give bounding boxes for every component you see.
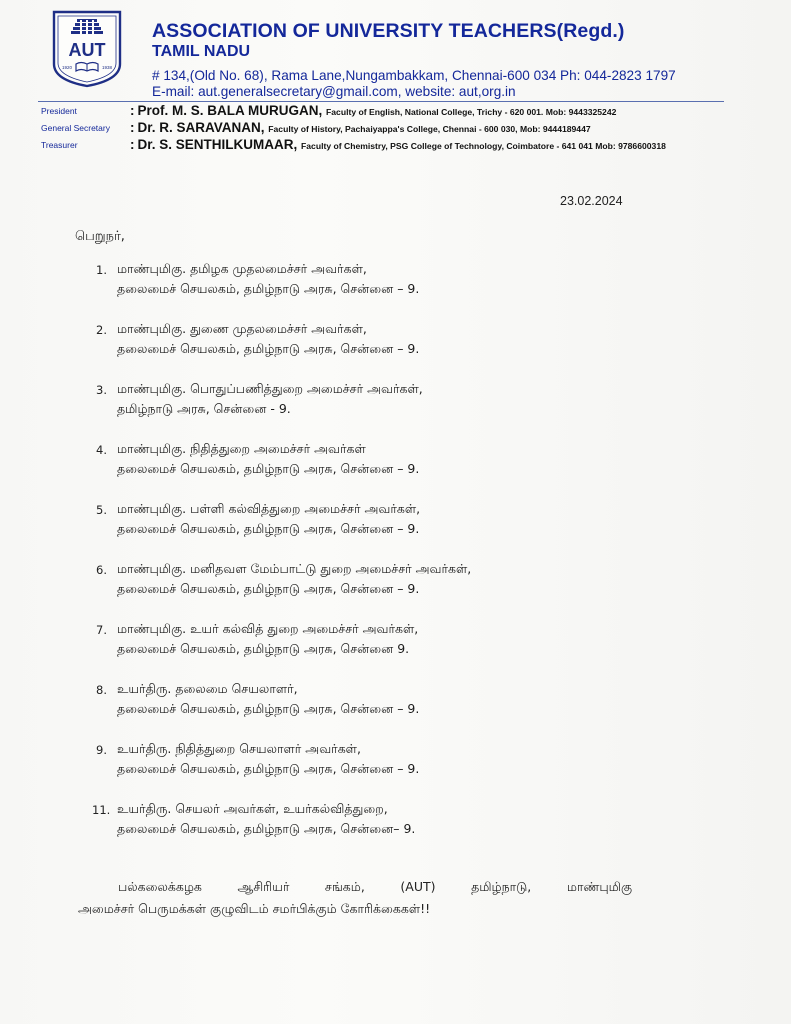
list-item xyxy=(92,801,736,861)
recipient-address: தலைமைச் செயலகம், தமிழ்நாடு அரசு, சென்னை 9. xyxy=(117,641,410,656)
salutation: பெறுநர், xyxy=(75,229,125,244)
list-item xyxy=(96,381,736,441)
officer-role: President xyxy=(41,106,77,116)
seal-year-left: 1920 xyxy=(61,65,73,70)
officer-name-line: : Dr. S. SENTHILKUMAAR, Faculty of Chemistry, PSG College of Technology, Coimbatore - 641 041 Mob: 9786600318 xyxy=(130,137,666,152)
list-item-number: 4. xyxy=(96,443,107,457)
recipient-title: மாண்புமிகு. மனிதவள மேம்பாட்டு துறை அமைச்சர் அவர்கள், xyxy=(117,561,472,576)
recipient-address: தலைமைச் செயலகம், தமிழ்நாடு அரசு, சென்னை – 9. xyxy=(117,521,420,536)
officers-list xyxy=(38,103,738,154)
recipient-address: தலைமைச் செயலகம், தமிழ்நாடு அரசு, சென்னை– 9. xyxy=(117,821,416,836)
list-item-number: 11. xyxy=(92,803,111,817)
officer-detail: Faculty of Chemistry, PSG College of Technology, Coimbatore - 641 041 Mob: 9786600318 xyxy=(301,141,666,151)
seal-emblem-icon xyxy=(50,8,124,88)
list-item xyxy=(96,681,736,741)
letter-date: 23.02.2024 xyxy=(560,194,623,208)
officer-row xyxy=(38,103,738,120)
list-item xyxy=(96,501,736,561)
recipient-title: மாண்புமிகு. உயர் கல்வித் துறை அமைச்சர் அவர்கள், xyxy=(117,621,419,636)
recipient-address: தலைமைச் செயலகம், தமிழ்நாடு அரசு, சென்னை – 9. xyxy=(117,461,420,476)
officer-name-line: : Prof. M. S. BALA MURUGAN, Faculty of English, National College, Trichy - 620 001. Mob: 9443325242 xyxy=(130,103,617,118)
list-item xyxy=(96,621,736,681)
list-item xyxy=(96,561,736,621)
closing-paragraph xyxy=(78,876,632,920)
organization-contact: E-mail: aut.generalsecretary@gmail.com, website: aut,org.in xyxy=(152,84,516,99)
officer-name-line: : Dr. R. SARAVANAN, Faculty of History, Pachaiyappa's College, Chennai - 600 030, Mob: 9444189447 xyxy=(130,120,591,135)
recipient-address: தலைமைச் செயலகம், தமிழ்நாடு அரசு, சென்னை – 9. xyxy=(117,701,420,716)
list-item xyxy=(96,261,736,321)
officer-role: General Secretary xyxy=(41,123,110,133)
recipient-title: மாண்புமிகு. தமிழக முதலமைச்சர் அவர்கள், xyxy=(117,261,367,276)
officer-name: Dr. S. SENTHILKUMAAR, xyxy=(137,137,298,152)
officer-detail: Faculty of History, Pachaiyappa's College, Chennai - 600 030, Mob: 9444189447 xyxy=(268,124,591,134)
list-item-number: 7. xyxy=(96,623,107,637)
recipient-address: தலைமைச் செயலகம், தமிழ்நாடு அரசு, சென்னை – 9. xyxy=(117,581,420,596)
officer-row xyxy=(38,137,738,154)
recipient-title: மாண்புமிகு. நிதித்துறை அமைச்சர் அவர்கள் xyxy=(117,441,366,456)
recipient-title: மாண்புமிகு. பள்ளி கல்வித்துறை அமைச்சர் அவர்கள், xyxy=(117,501,421,516)
officer-name: Prof. M. S. BALA MURUGAN, xyxy=(137,103,323,118)
recipient-title: உயர்திரு. செயலர் அவர்கள், உயர்கல்வித்துறை, xyxy=(117,801,388,816)
list-item xyxy=(96,441,736,501)
seal-logo-text: AUT xyxy=(68,40,106,60)
officer-name: Dr. R. SARAVANAN, xyxy=(137,120,265,135)
aut-seal-logo xyxy=(50,8,124,88)
recipient-title: உயர்திரு. நிதித்துறை செயலாளர் அவர்கள், xyxy=(117,741,361,756)
recipient-address: தமிழ்நாடு அரசு, சென்னை - 9. xyxy=(117,401,291,416)
recipient-list xyxy=(92,261,736,861)
officer-role: Treasurer xyxy=(41,140,78,150)
list-item-number: 1. xyxy=(96,263,107,277)
recipient-title: மாண்புமிகு. துணை முதலமைச்சர் அவர்கள், xyxy=(117,321,367,336)
list-item xyxy=(96,321,736,381)
seal-year-right: 1938 xyxy=(101,65,113,70)
organization-address: # 134,(Old No. 68), Rama Lane,Nungambakkam, Chennai-600 034 Ph: 044-2823 1797 xyxy=(152,68,676,83)
list-item-number: 8. xyxy=(96,683,107,697)
list-item-number: 3. xyxy=(96,383,107,397)
list-item xyxy=(96,741,736,801)
list-item-number: 9. xyxy=(96,743,107,757)
organization-name: ASSOCIATION OF UNIVERSITY TEACHERS(Regd.) xyxy=(152,20,625,42)
organization-state: TAMIL NADU xyxy=(152,43,251,60)
recipient-address: தலைமைச் செயலகம், தமிழ்நாடு அரசு, சென்னை – 9. xyxy=(117,281,420,296)
list-item-number: 5. xyxy=(96,503,107,517)
officer-row xyxy=(38,120,738,137)
closing-line: அமைச்சர் பெருமக்கள் குழுவிடம் சமர்பிக்கும் கோரிக்கைகள்!! xyxy=(78,901,431,916)
list-item-number: 2. xyxy=(96,323,107,337)
officer-detail: Faculty of English, National College, Trichy - 620 001. Mob: 9443325242 xyxy=(326,107,617,117)
recipient-address: தலைமைச் செயலகம், தமிழ்நாடு அரசு, சென்னை – 9. xyxy=(117,341,420,356)
closing-line: பல்கலைக்கழக ஆசிரியர் சங்கம், (AUT) தமிழ்நாடு, மாண்புமிகு xyxy=(118,879,632,894)
recipient-title: உயர்திரு. தலைமை செயலாளர், xyxy=(117,681,298,696)
recipient-address: தலைமைச் செயலகம், தமிழ்நாடு அரசு, சென்னை – 9. xyxy=(117,761,420,776)
list-item-number: 6. xyxy=(96,563,107,577)
recipient-title: மாண்புமிகு. பொதுப்பணித்துறை அமைச்சர் அவர்கள், xyxy=(117,381,423,396)
letterhead-divider-top xyxy=(38,101,724,102)
